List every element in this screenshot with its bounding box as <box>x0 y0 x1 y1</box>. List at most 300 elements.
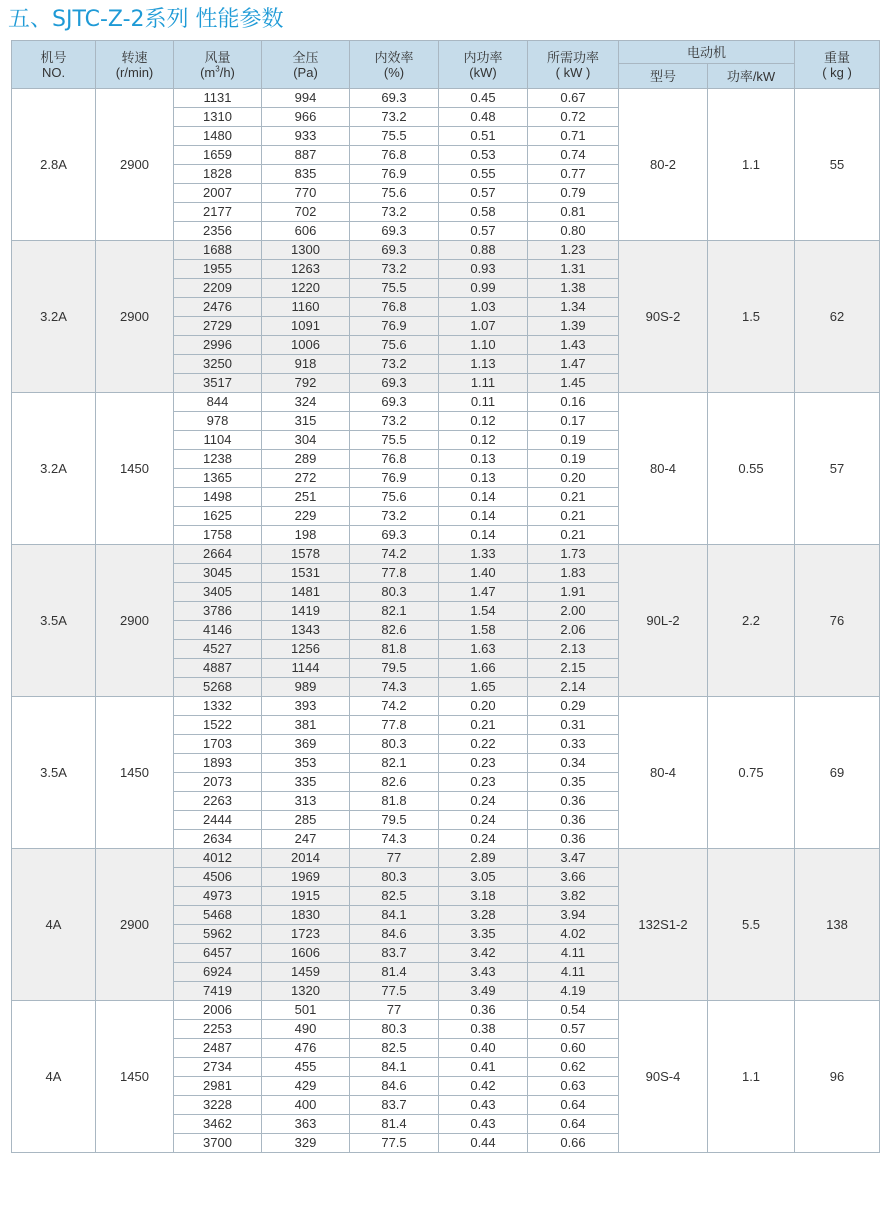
pressure-cell: 1915 <box>262 887 350 906</box>
required-power-cell: 0.36 <box>528 792 619 811</box>
pressure-cell: 198 <box>262 526 350 545</box>
efficiency-cell: 73.2 <box>350 108 439 127</box>
efficiency-cell: 73.2 <box>350 507 439 526</box>
required-power-cell: 0.21 <box>528 526 619 545</box>
efficiency-cell: 73.2 <box>350 412 439 431</box>
required-power-cell: 1.91 <box>528 583 619 602</box>
speed-cell: 1450 <box>96 1001 174 1153</box>
pressure-cell: 702 <box>262 203 350 222</box>
motor-type-cell: 90S-4 <box>619 1001 708 1153</box>
inner-power-cell: 2.89 <box>439 849 528 868</box>
inner-power-cell: 1.33 <box>439 545 528 564</box>
efficiency-cell: 84.1 <box>350 906 439 925</box>
inner-power-cell: 1.54 <box>439 602 528 621</box>
required-power-cell: 0.67 <box>528 89 619 108</box>
efficiency-cell: 69.3 <box>350 374 439 393</box>
pressure-cell: 1160 <box>262 298 350 317</box>
inner-power-cell: 0.24 <box>439 792 528 811</box>
efficiency-cell: 82.5 <box>350 1039 439 1058</box>
inner-power-cell: 3.18 <box>439 887 528 906</box>
pressure-cell: 304 <box>262 431 350 450</box>
flow-cell: 4887 <box>174 659 262 678</box>
flow-cell: 2981 <box>174 1077 262 1096</box>
flow-cell: 4146 <box>174 621 262 640</box>
flow-cell: 3517 <box>174 374 262 393</box>
required-power-cell: 0.21 <box>528 488 619 507</box>
required-power-cell: 0.31 <box>528 716 619 735</box>
required-power-cell: 0.79 <box>528 184 619 203</box>
flow-cell: 2263 <box>174 792 262 811</box>
flow-cell: 2444 <box>174 811 262 830</box>
required-power-cell: 3.66 <box>528 868 619 887</box>
weight-cell: 76 <box>795 545 880 697</box>
inner-power-cell: 0.51 <box>439 127 528 146</box>
inner-power-cell: 0.14 <box>439 507 528 526</box>
required-power-cell: 0.20 <box>528 469 619 488</box>
inner-power-cell: 0.88 <box>439 241 528 260</box>
flow-cell: 1104 <box>174 431 262 450</box>
inner-power-cell: 1.40 <box>439 564 528 583</box>
efficiency-cell: 76.9 <box>350 469 439 488</box>
required-power-cell: 0.21 <box>528 507 619 526</box>
inner-power-cell: 0.23 <box>439 754 528 773</box>
inner-power-cell: 0.55 <box>439 165 528 184</box>
header-required-power: 所需功率 ( kW ) <box>528 41 619 89</box>
pressure-cell: 251 <box>262 488 350 507</box>
pressure-cell: 501 <box>262 1001 350 1020</box>
required-power-cell: 0.35 <box>528 773 619 792</box>
required-power-cell: 3.47 <box>528 849 619 868</box>
inner-power-cell: 0.13 <box>439 469 528 488</box>
inner-power-cell: 3.42 <box>439 944 528 963</box>
flow-cell: 2253 <box>174 1020 262 1039</box>
efficiency-cell: 81.8 <box>350 792 439 811</box>
pressure-cell: 918 <box>262 355 350 374</box>
pressure-cell: 1263 <box>262 260 350 279</box>
required-power-cell: 1.73 <box>528 545 619 564</box>
required-power-cell: 0.19 <box>528 450 619 469</box>
inner-power-cell: 0.43 <box>439 1096 528 1115</box>
pressure-cell: 335 <box>262 773 350 792</box>
inner-power-cell: 0.43 <box>439 1115 528 1134</box>
required-power-cell: 0.74 <box>528 146 619 165</box>
required-power-cell: 1.83 <box>528 564 619 583</box>
header-inner-power: 内功率 (kW) <box>439 41 528 89</box>
header-weight: 重量 ( kg ) <box>795 41 880 89</box>
inner-power-cell: 0.24 <box>439 811 528 830</box>
speed-cell: 2900 <box>96 849 174 1001</box>
required-power-cell: 1.39 <box>528 317 619 336</box>
pressure-cell: 1256 <box>262 640 350 659</box>
flow-cell: 1498 <box>174 488 262 507</box>
pressure-cell: 989 <box>262 678 350 697</box>
required-power-cell: 0.36 <box>528 811 619 830</box>
inner-power-cell: 0.14 <box>439 488 528 507</box>
flow-cell: 1238 <box>174 450 262 469</box>
efficiency-cell: 75.6 <box>350 184 439 203</box>
efficiency-cell: 69.3 <box>350 89 439 108</box>
flow-cell: 2177 <box>174 203 262 222</box>
required-power-cell: 1.47 <box>528 355 619 374</box>
weight-cell: 96 <box>795 1001 880 1153</box>
efficiency-cell: 69.3 <box>350 393 439 412</box>
flow-cell: 1758 <box>174 526 262 545</box>
required-power-cell: 0.64 <box>528 1115 619 1134</box>
inner-power-cell: 0.20 <box>439 697 528 716</box>
efficiency-cell: 81.4 <box>350 1115 439 1134</box>
header-motor: 电动机 <box>619 41 795 64</box>
inner-power-cell: 1.07 <box>439 317 528 336</box>
inner-power-cell: 1.63 <box>439 640 528 659</box>
pressure-cell: 381 <box>262 716 350 735</box>
motor-power-cell: 0.75 <box>708 697 795 849</box>
inner-power-cell: 1.65 <box>439 678 528 697</box>
motor-type-cell: 90S-2 <box>619 241 708 393</box>
efficiency-cell: 80.3 <box>350 583 439 602</box>
table-row <box>12 241 880 260</box>
inner-power-cell: 0.42 <box>439 1077 528 1096</box>
inner-power-cell: 1.58 <box>439 621 528 640</box>
model-cell: 3.2A <box>12 393 96 545</box>
efficiency-cell: 84.6 <box>350 1077 439 1096</box>
efficiency-cell: 80.3 <box>350 735 439 754</box>
inner-power-cell: 0.13 <box>439 450 528 469</box>
required-power-cell: 0.62 <box>528 1058 619 1077</box>
flow-cell: 1332 <box>174 697 262 716</box>
efficiency-cell: 82.6 <box>350 621 439 640</box>
pressure-cell: 455 <box>262 1058 350 1077</box>
pressure-cell: 1419 <box>262 602 350 621</box>
motor-power-cell: 0.55 <box>708 393 795 545</box>
pressure-cell: 1006 <box>262 336 350 355</box>
weight-cell: 55 <box>795 89 880 241</box>
model-cell: 3.5A <box>12 545 96 697</box>
efficiency-cell: 79.5 <box>350 811 439 830</box>
efficiency-cell: 76.8 <box>350 298 439 317</box>
motor-type-cell: 90L-2 <box>619 545 708 697</box>
pressure-cell: 229 <box>262 507 350 526</box>
efficiency-cell: 73.2 <box>350 355 439 374</box>
pressure-cell: 1220 <box>262 279 350 298</box>
flow-cell: 2996 <box>174 336 262 355</box>
pressure-cell: 1320 <box>262 982 350 1001</box>
model-cell: 4A <box>12 1001 96 1153</box>
pressure-cell: 363 <box>262 1115 350 1134</box>
flow-cell: 844 <box>174 393 262 412</box>
required-power-cell: 4.02 <box>528 925 619 944</box>
efficiency-cell: 75.6 <box>350 336 439 355</box>
pressure-cell: 2014 <box>262 849 350 868</box>
model-cell: 4A <box>12 849 96 1001</box>
inner-power-cell: 0.14 <box>439 526 528 545</box>
flow-cell: 6457 <box>174 944 262 963</box>
inner-power-cell: 0.36 <box>439 1001 528 1020</box>
pressure-cell: 329 <box>262 1134 350 1153</box>
flow-cell: 1131 <box>174 89 262 108</box>
pressure-cell: 313 <box>262 792 350 811</box>
performance-table <box>11 40 880 1153</box>
flow-cell: 1703 <box>174 735 262 754</box>
efficiency-cell: 77.8 <box>350 716 439 735</box>
inner-power-cell: 0.58 <box>439 203 528 222</box>
required-power-cell: 0.29 <box>528 697 619 716</box>
pressure-cell: 393 <box>262 697 350 716</box>
speed-cell: 2900 <box>96 241 174 393</box>
flow-cell: 5962 <box>174 925 262 944</box>
inner-power-cell: 0.38 <box>439 1020 528 1039</box>
model-cell: 2.8A <box>12 89 96 241</box>
table-row <box>12 545 880 564</box>
flow-cell: 3228 <box>174 1096 262 1115</box>
flow-cell: 2007 <box>174 184 262 203</box>
inner-power-cell: 0.12 <box>439 431 528 450</box>
header-speed: 转速 (r/min) <box>96 41 174 89</box>
efficiency-cell: 79.5 <box>350 659 439 678</box>
header-flow: 风量 $(m^3/h)$ <box>174 41 262 89</box>
speed-cell: 2900 <box>96 545 174 697</box>
flow-cell: 5268 <box>174 678 262 697</box>
flow-cell: 1310 <box>174 108 262 127</box>
pressure-cell: 490 <box>262 1020 350 1039</box>
required-power-cell: 0.17 <box>528 412 619 431</box>
required-power-cell: 1.31 <box>528 260 619 279</box>
required-power-cell: 0.54 <box>528 1001 619 1020</box>
inner-power-cell: 0.41 <box>439 1058 528 1077</box>
pressure-cell: 792 <box>262 374 350 393</box>
pressure-cell: 400 <box>262 1096 350 1115</box>
required-power-cell: 4.11 <box>528 944 619 963</box>
pressure-cell: 606 <box>262 222 350 241</box>
table-row <box>12 849 880 868</box>
flow-cell: 4973 <box>174 887 262 906</box>
efficiency-cell: 81.4 <box>350 963 439 982</box>
required-power-cell: 4.11 <box>528 963 619 982</box>
table-row <box>12 697 880 716</box>
pressure-cell: 1578 <box>262 545 350 564</box>
flow-cell: 1659 <box>174 146 262 165</box>
required-power-cell: 0.34 <box>528 754 619 773</box>
flow-cell: 4012 <box>174 849 262 868</box>
flow-cell: 3786 <box>174 602 262 621</box>
inner-power-cell: 3.49 <box>439 982 528 1001</box>
required-power-cell: 1.23 <box>528 241 619 260</box>
inner-power-cell: 0.11 <box>439 393 528 412</box>
inner-power-cell: 0.40 <box>439 1039 528 1058</box>
required-power-cell: 0.60 <box>528 1039 619 1058</box>
flow-cell: 1688 <box>174 241 262 260</box>
pressure-cell: 1459 <box>262 963 350 982</box>
pressure-cell: 887 <box>262 146 350 165</box>
required-power-cell: 0.16 <box>528 393 619 412</box>
model-cell: 3.2A <box>12 241 96 393</box>
required-power-cell: 3.82 <box>528 887 619 906</box>
efficiency-cell: 76.8 <box>350 450 439 469</box>
inner-power-cell: 0.57 <box>439 184 528 203</box>
flow-cell: 2634 <box>174 830 262 849</box>
efficiency-cell: 77.8 <box>350 564 439 583</box>
inner-power-cell: 1.66 <box>439 659 528 678</box>
efficiency-cell: 82.5 <box>350 887 439 906</box>
flow-cell: 3250 <box>174 355 262 374</box>
motor-type-cell: 80-4 <box>619 697 708 849</box>
pressure-cell: 1723 <box>262 925 350 944</box>
required-power-cell: 0.81 <box>528 203 619 222</box>
efficiency-cell: 80.3 <box>350 1020 439 1039</box>
inner-power-cell: 0.21 <box>439 716 528 735</box>
flow-cell: 1480 <box>174 127 262 146</box>
weight-cell: 138 <box>795 849 880 1001</box>
efficiency-cell: 75.5 <box>350 431 439 450</box>
efficiency-cell: 76.9 <box>350 317 439 336</box>
flow-cell: 1955 <box>174 260 262 279</box>
flow-cell: 2209 <box>174 279 262 298</box>
pressure-cell: 966 <box>262 108 350 127</box>
pressure-cell: 353 <box>262 754 350 773</box>
speed-cell: 2900 <box>96 89 174 241</box>
required-power-cell: 0.64 <box>528 1096 619 1115</box>
inner-power-cell: 0.44 <box>439 1134 528 1153</box>
inner-power-cell: 1.03 <box>439 298 528 317</box>
flow-cell: 1893 <box>174 754 262 773</box>
pressure-cell: 1606 <box>262 944 350 963</box>
pressure-cell: 476 <box>262 1039 350 1058</box>
flow-cell: 2476 <box>174 298 262 317</box>
weight-cell: 69 <box>795 697 880 849</box>
inner-power-cell: 3.05 <box>439 868 528 887</box>
inner-power-cell: 0.24 <box>439 830 528 849</box>
efficiency-cell: 76.9 <box>350 165 439 184</box>
required-power-cell: 0.77 <box>528 165 619 184</box>
header-pressure: 全压 (Pa) <box>262 41 350 89</box>
pressure-cell: 1830 <box>262 906 350 925</box>
inner-power-cell: 0.53 <box>439 146 528 165</box>
efficiency-cell: 82.1 <box>350 754 439 773</box>
inner-power-cell: 0.93 <box>439 260 528 279</box>
pressure-cell: 1531 <box>262 564 350 583</box>
pressure-cell: 770 <box>262 184 350 203</box>
inner-power-cell: 3.43 <box>439 963 528 982</box>
required-power-cell: 1.43 <box>528 336 619 355</box>
efficiency-cell: 74.3 <box>350 830 439 849</box>
pressure-cell: 1343 <box>262 621 350 640</box>
flow-cell: 2487 <box>174 1039 262 1058</box>
pressure-cell: 1300 <box>262 241 350 260</box>
pressure-cell: 289 <box>262 450 350 469</box>
pressure-cell: 1144 <box>262 659 350 678</box>
inner-power-cell: 0.23 <box>439 773 528 792</box>
page-title: 五、SJTC-Z-2系列 性能参数 <box>8 7 284 32</box>
inner-power-cell: 0.45 <box>439 89 528 108</box>
inner-power-cell: 0.99 <box>439 279 528 298</box>
efficiency-cell: 84.1 <box>350 1058 439 1077</box>
motor-power-cell: 2.2 <box>708 545 795 697</box>
required-power-cell: 4.19 <box>528 982 619 1001</box>
table-row <box>12 1001 880 1020</box>
speed-cell: 1450 <box>96 697 174 849</box>
flow-cell: 7419 <box>174 982 262 1001</box>
efficiency-cell: 77.5 <box>350 1134 439 1153</box>
motor-power-cell: 1.1 <box>708 1001 795 1153</box>
table-header <box>12 41 880 89</box>
weight-cell: 57 <box>795 393 880 545</box>
pressure-cell: 285 <box>262 811 350 830</box>
flow-cell: 2664 <box>174 545 262 564</box>
pressure-cell: 272 <box>262 469 350 488</box>
motor-type-cell: 80-4 <box>619 393 708 545</box>
weight-cell: 62 <box>795 241 880 393</box>
required-power-cell: 0.36 <box>528 830 619 849</box>
efficiency-cell: 69.3 <box>350 241 439 260</box>
efficiency-cell: 84.6 <box>350 925 439 944</box>
table-body <box>12 89 880 1153</box>
efficiency-cell: 83.7 <box>350 944 439 963</box>
required-power-cell: 1.34 <box>528 298 619 317</box>
efficiency-cell: 75.5 <box>350 279 439 298</box>
inner-power-cell: 1.10 <box>439 336 528 355</box>
required-power-cell: 0.19 <box>528 431 619 450</box>
efficiency-cell: 81.8 <box>350 640 439 659</box>
efficiency-cell: 69.3 <box>350 526 439 545</box>
motor-type-cell: 80-2 <box>619 89 708 241</box>
required-power-cell: 2.00 <box>528 602 619 621</box>
required-power-cell: 2.14 <box>528 678 619 697</box>
inner-power-cell: 0.22 <box>439 735 528 754</box>
required-power-cell: 2.13 <box>528 640 619 659</box>
motor-power-cell: 5.5 <box>708 849 795 1001</box>
inner-power-cell: 3.28 <box>439 906 528 925</box>
flow-cell: 4527 <box>174 640 262 659</box>
flow-cell: 2729 <box>174 317 262 336</box>
header-efficiency: 内效率 (%) <box>350 41 439 89</box>
efficiency-cell: 74.2 <box>350 697 439 716</box>
flow-cell: 1625 <box>174 507 262 526</box>
pressure-cell: 835 <box>262 165 350 184</box>
table-row <box>12 393 880 412</box>
efficiency-cell: 74.3 <box>350 678 439 697</box>
efficiency-cell: 77 <box>350 849 439 868</box>
model-cell: 3.5A <box>12 697 96 849</box>
speed-cell: 1450 <box>96 393 174 545</box>
inner-power-cell: 3.35 <box>439 925 528 944</box>
pressure-cell: 933 <box>262 127 350 146</box>
required-power-cell: 1.45 <box>528 374 619 393</box>
pressure-cell: 324 <box>262 393 350 412</box>
efficiency-cell: 73.2 <box>350 203 439 222</box>
pressure-cell: 247 <box>262 830 350 849</box>
motor-power-cell: 1.5 <box>708 241 795 393</box>
efficiency-cell: 76.8 <box>350 146 439 165</box>
flow-cell: 5468 <box>174 906 262 925</box>
header-motor-power: 功率/kW <box>708 64 795 89</box>
flow-cell: 4506 <box>174 868 262 887</box>
efficiency-cell: 82.6 <box>350 773 439 792</box>
efficiency-cell: 75.6 <box>350 488 439 507</box>
flow-cell: 6924 <box>174 963 262 982</box>
flow-cell: 2073 <box>174 773 262 792</box>
pressure-cell: 994 <box>262 89 350 108</box>
inner-power-cell: 1.11 <box>439 374 528 393</box>
flow-cell: 1522 <box>174 716 262 735</box>
pressure-cell: 369 <box>262 735 350 754</box>
efficiency-cell: 73.2 <box>350 260 439 279</box>
flow-cell: 2734 <box>174 1058 262 1077</box>
flow-cell: 1365 <box>174 469 262 488</box>
flow-cell: 3700 <box>174 1134 262 1153</box>
pressure-cell: 1481 <box>262 583 350 602</box>
required-power-cell: 1.38 <box>528 279 619 298</box>
efficiency-cell: 77 <box>350 1001 439 1020</box>
inner-power-cell: 0.12 <box>439 412 528 431</box>
